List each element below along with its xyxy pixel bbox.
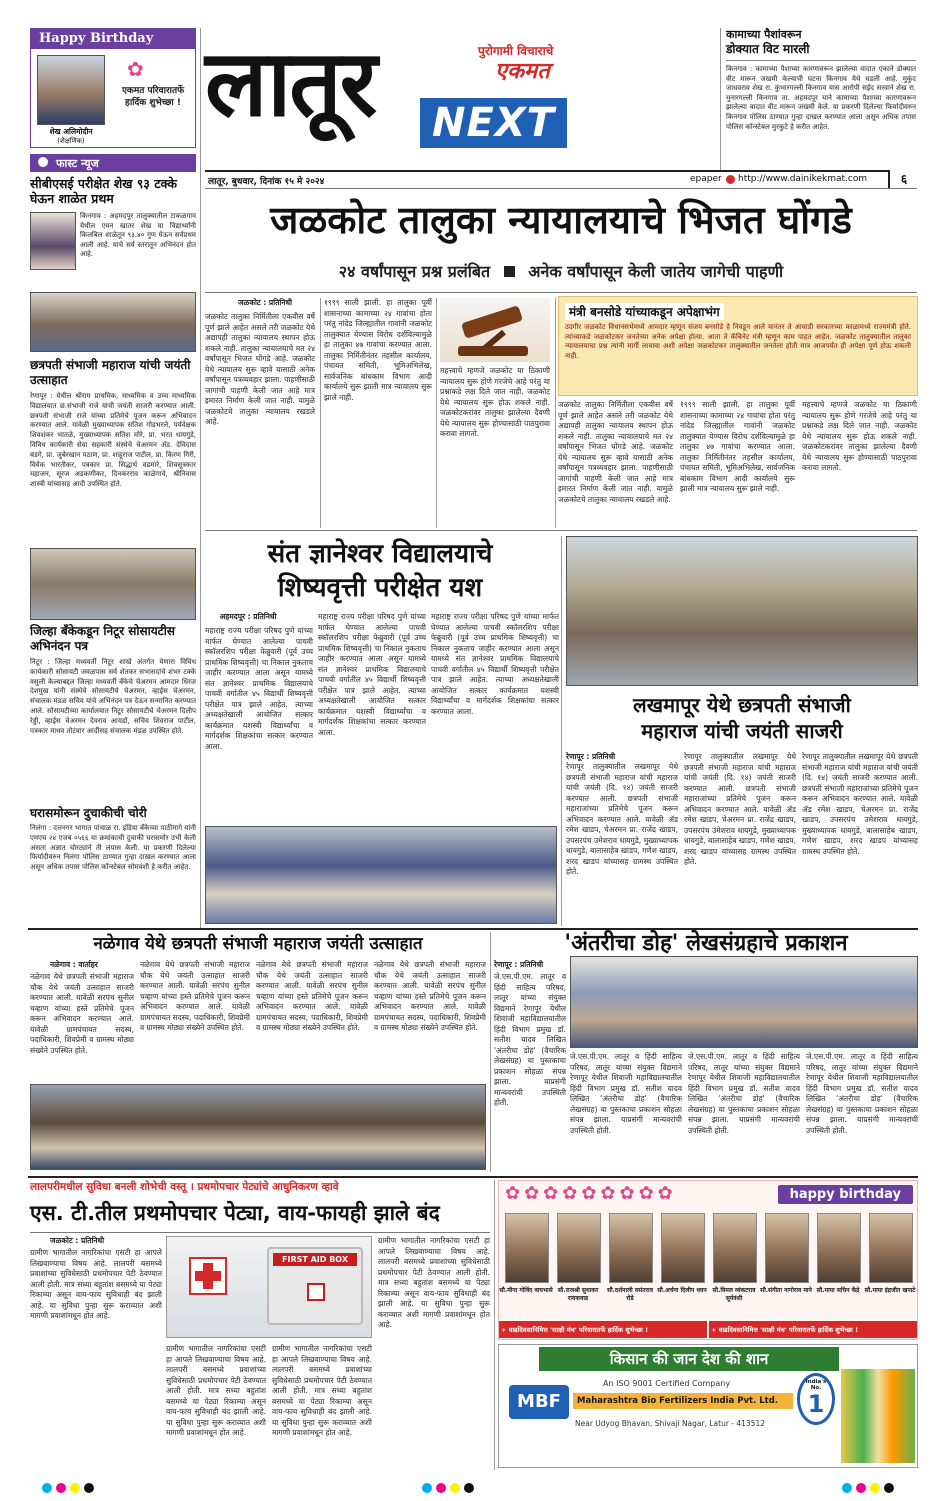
flower-icon: ✿ [127, 57, 144, 81]
birthday-person-name: शेख अलिमोदीन [49, 127, 93, 136]
ad-iso: An ISO 9001 Certified Company [603, 1379, 731, 1388]
masthead-next: NEXT [420, 98, 567, 148]
birthday-photo [505, 1213, 549, 1283]
scholarship-body-2: महाराष्ट्र राज्य परीक्षा परिषद पुणे यांच्या मार्फत घेण्यात आलेल्या पाचवी स्कॉलरशिप परीक्षा फेब्रुवारी (पूर्व उच्च प्राथमिक शिष्यवृत्ती) चा निकाल नुकताच जाहीर करण्यात आला असून यामध्ये संत ज्ञानेश्वर प्राथमिक विद्यालयाचे पाचवी वर्गातील ४५ विद्यार्थी शिष्यवृत्ती परीक्षेत पात्र झाले आहेत. त्याच्या अध्यक्षतेखाली आयोजित सत्कार कार्यक्रमात यशस्वी विद्यार्थ्यांचा व मार्गदर्शक शिक्षकांचा सत्कार करण्यात आला. [318, 612, 426, 737]
top-right-body: किनगाव : कामाच्या पैशाच्या कारणावरून झालेल्या वादात एकाने डोक्यात वीट मारून जखमी केल्याची घटना किनगाव येथे घडली आहे. मुकुंद जाधवराव शेख रा. कुंभारगल्ली किनगाव यास आरोपी सईद सरवाने शेख रा. मुनारगल्ली किनगाव ता. अहमदपूर याने कामाच्या पैशाच्या कारणावरून झालेल्या वादात वीट मारून जखमी केले. या प्रकरणी दिलेल्या फिर्यादीवरुन किनगाव पोलिस ठाण्यात गुन्हा दाखल करण्यात आला असून अधिक तपास पोलिस कॉन्स्टेबल मुरकुटे हे करीत आहेत. [726, 65, 916, 131]
antaricha-body: जे.एस.पी.एम. लातूर व हिंदी साहित्य परिषद, लातूर यांच्या संयुक्त विद्यमाने रेणापूर येथील शिवाजी महाविद्यालयातील हिंदी विभाग प्रमुख डॉ. सतीश यादव लिखित 'अंतरीचा डोह' (वैचारिक लेखसंग्रह) या पुस्तकाचा प्रकाशन सोहळा संपन्न झाला. याप्रसंगी मान्यवरांची उपस्थिती होती. [494, 972, 566, 1107]
lead-col-4: जळकोट तालुका निर्मितीला एकवीस वर्षे पूर्ण झाले आहेत असले तरी जळकोट येथे अद्यापही तालुका न्यायालय स्थापन होऊ शकले नाही. तालुका न्यायालयाचे मत २४ वर्षांपासून भिजत घोंगडे आहे. जळकोट येथे न्यायालय सुरू व्हावे यासाठी अनेक वर्षांपासून पत्रव्यवहार झाला. पाहणीसाठी जागांची पाहणी केली जात आहे मात्र इमारत निर्माण केली जात नाही. यामुळे जळकोटचे तालुका न्यायालय रखडले आहे. [558, 400, 673, 504]
registration-marks-left [40, 1478, 96, 1497]
fast-news-title: छत्रपती संभाजी महाराज यांची जयंती उत्साहात [30, 358, 191, 387]
lakhmapur-body-2: रेणापूर तालुक्यातील लखमापूर येथे छत्रपती संभाजी महाराज यांची महाराज यांची जयंती (दि. १४) जयंती साजरी करण्यात आली. छत्रपती संभाजी महाराजांच्या प्रतिमेचे पूजन करून अभिवादन करण्यात आले. यावेळी ॲड रमेश खाडप, चेअरमन प्रा. राजेंद्र खाडप, उपसरपंच उमेशराव धायगुडे, मुख्याध्यापक धायगुडे, बालासाहेब खाडप, गणेश खाडप, शरद खाडप यांच्यासह ग्रामस्थ उपस्थित होते. [684, 752, 796, 866]
lead-col-5: १९९९ साली झाली. हा तालुका पूर्वी शासनाच्या कामाच्या २४ गावांचा होता परंतु नांदेड जिल्ह्यातील गावांनी जळकोट तालुक्यात येण्यास विरोध दर्शविल्यामुळे हा तालुका ४७ गावांचा करण्यात आला. तालुका निर्मितीनंतर तहसील कार्यालय, पंचायत समिती, भूमिअभिलेख, सार्वजनिक बांधकाम विभाग आदी कार्यालये सुरू झाली मात्र न्यायालय सुरू झाले नाही. [680, 400, 795, 493]
lakhmapur-body: रेणापूर तालुक्यातील लखमापूर येथे छत्रपती संभाजी महाराज यांची महाराज यांची जयंती (दि. १४) जयंती साजरी करण्यात आली. छत्रपती संभाजी महाराजांच्या प्रतिमेचे पूजन करून अभिवादन करण्यात आले. यावेळी ॲड रमेश खाडप, चेअरमन प्रा. राजेंद्र खाडप, उपसरपंच उमेशराव धायगुडे, मुख्याध्यापक धायगुडे, बालासाहेब खाडप, गणेश खाडप, शरद खाडप यांच्यासह ग्रामस्थ उपस्थित होते. [566, 762, 678, 876]
lead-subhead: २४ वर्षांपासून प्रश्न प्रलंबित अनेक वर्षांपासून केली जातेय जागेची पाहणी [338, 262, 784, 281]
ad-products-image [841, 1369, 915, 1463]
fast-news-item [30, 176, 196, 206]
birthday-photo [557, 1213, 601, 1283]
ad-india-no: India's No. [805, 1379, 827, 1391]
fast-news-body: रेणापूर : येथील श्रीराम प्राथमिक, माध्यमिक व उच्च माध्यमिक विद्यालयात छ.संभाजी राजे यांची जयंती साजरी करण्यात आली. छत्रपती संभाजी राजे यांच्या प्रतिमेचे पूजन करून अभिवादन करण्यात आले. यावेळी मुख्याध्यापक सतिश गोडभरले, पर्यवेक्षक शिवशंकर भातळे, मुख्याध्यापक सतिश मोरे, प्रा. भरत धायगुडे, विविध कार्यकारी सेवा सहकारी संस्थेचे चेअरमन ॲड. देविदास बडगे, प्रा. जुबेरखान पठाण, प्रा. शाहूराज पाटील, प्रा. किरण गिरी, विवेक भारतीकर, पत्रकार प्रा. सिद्धार्थ वडमारे, शिवसूत्रकार महाजन, सूरज अडकणीकर, दिनकरराव काळेगावे, श्रीनिवास शास्त्री यांच्यासह आदी उपस्थित होते. [30, 392, 196, 489]
firstaid-byline: जळकोट : प्रतिनिधी [50, 1236, 105, 1245]
top-right-title: कामाच्या पैशांवरून [726, 28, 802, 41]
lead-byline: जळकोट : प्रतिनिधी [237, 298, 293, 307]
top-right-title-2: डोक्यात विट मारली [726, 42, 916, 61]
birthday-wish: एकमत परिवारातर्फे हार्दिक शुभेच्छा ! [121, 86, 185, 108]
nalegaon-photo [30, 1084, 486, 1170]
fast-news-title: घरासमोरून दुचाकीची चोरी [30, 806, 147, 820]
antaricha-body-3: जे.एस.पी.एम. लातूर व हिंदी साहित्य परिषद, लातूर यांच्या संयुक्त विद्यमाने रेणापूर येथील शिवाजी महाविद्यालयातील हिंदी विभाग प्रमुख डॉ. सतीश यादव लिखित 'अंतरीचा डोह' (वैचारिक लेखसंग्रह) या पुस्तकाचा प्रकाशन सोहळा संपन्न झाला. याप्रसंगी मान्यवरांची उपस्थिती होती. [688, 1052, 800, 1135]
firstaid-body-2: ग्रामीण भागातील नागरिकांचा एसटी हा आपले लिखवाण्याचा विषय आहे. लालपरी बसमध्ये प्रवाशांच्या सुविधेसाठी प्रथमोपचार पेटी ठेवण्यात आली होती. मात्र सध्या बहुतांश बसमध्ये या पेट्या रिकाम्या असून वाय-फाय सुविधाही बंद झाली आहे. या सुविधा पुन्हा सुरू कराव्यात अशी मागणी प्रवाशांमधून होत आहे. [166, 1344, 266, 1437]
birthday-person-photo [37, 55, 105, 125]
site-url[interactable]: http://www.dainikekmat.com [738, 174, 868, 184]
scholarship-byline: अहमदपूर : प्रतिनिधी [219, 612, 277, 621]
bullet-icon [38, 157, 48, 167]
birthday-name: सौ.दर्शनाली वसंतराव रोडे [607, 1287, 653, 1302]
birthday-photo [609, 1213, 653, 1283]
minister-body: उदगीर जळकोट विधानसभेमध्ये आमदार म्हणून संजय बनसोडे हे निवडून आले यानंतर ते आघाडी सरकारच्या काळामध्ये राज्यमंत्री होते. त्यांच्याकडे जळकोटकर जनतेच्या अनेक अपेक्षा होत्या. आता ते कॅबिनेट मंत्री म्हणून काम पाहत आहेत. जळकोट तालुक्यातील तालुका न्यायालयाचा प्रश्न त्यांनी मार्गी लावावा अशी अपेक्षा जळकोटकर तालुक्यातील जनतेला होती मात्र आजपर्यंत ही अपेक्षा पूर्ण होऊ शकली नाही. [565, 323, 911, 360]
antaricha-photo [570, 956, 918, 1048]
fast-news-title: जिल्हा बँकेकडून निटूर सोसायटीस अभिनंदन पत्र [30, 624, 175, 653]
birthday-footer-right: + वाढदिवसानिमित्त 'साक्षी मंच' परिवारातर्फे हार्दिक शुभेच्छा ! [709, 1321, 917, 1338]
firstaid-kicker: लालपरीमधील सुविधा बनली शोभेची वस्तू । प्रथमोपचार पेट्यांचे आधुनिकरण व्हावे [30, 1181, 339, 1193]
birthday-photo [661, 1213, 705, 1283]
nalegaon-body: नळेगाव येथे छत्रपती संभाजी महाराज चौक येथे जयंती उत्साहात साजरी करण्यात आली. यावेळी सरपंच सुनील चव्हाण यांच्या हस्ते प्रतिमेचे पूजन करून अभिवादन करण्यात आले. यावेळी ग्रामपंचायत सदस्य, पदाधिकारी, शिवप्रेमी व ग्रामस्थ मोठ्या संख्येने उपस्थित होते. [30, 972, 134, 1055]
masthead-brand: एकमत [495, 58, 550, 84]
scholarship-body-3: महाराष्ट्र राज्य परीक्षा परिषद पुणे यांच्या मार्फत घेण्यात आलेल्या पाचवी स्कॉलरशिप परीक्षा फेब्रुवारी (पूर्व उच्च प्राथमिक शिष्यवृत्ती) चा निकाल नुकताच जाहीर करण्यात आला असून यामध्ये संत ज्ञानेश्वर प्राथमिक विद्यालयाचे पाचवी वर्गातील ४५ विद्यार्थी शिष्यवृत्ती परीक्षेत पात्र झाले आहेत. त्याच्या अध्यक्षतेखाली आयोजित सत्कार कार्यक्रमात यशस्वी विद्यार्थ्यांचा व मार्गदर्शक शिक्षकांचा सत्कार करण्यात आला. [431, 612, 559, 716]
bank-event-photo [30, 548, 196, 620]
ad-address: Near Udyog Bhavan, Shivaji Nagar, Latur - 413512 [575, 1419, 766, 1428]
fast-news-header: फास्ट न्यूज [30, 154, 196, 172]
minister-title: मंत्री बनसोडे यांच्याकडून अपेक्षाभंग [565, 303, 724, 320]
birthday-name: सौ.मीना गोविंद वायभासे [499, 1287, 553, 1294]
lakhmapur-byline: रेणापूर : प्रतिनिधी [566, 752, 616, 761]
antaricha-body-2: जे.एस.पी.एम. लातूर व हिंदी साहित्य परिषद, लातूर यांच्या संयुक्त विद्यमाने रेणापूर येथील शिवाजी महाविद्यालयातील हिंदी विभाग प्रमुख डॉ. सतीश यादव लिखित 'अंतरीचा डोह' (वैचारिक लेखसंग्रह) या पुस्तकाचा प्रकाशन सोहळा संपन्न झाला. याप्रसंगी मान्यवरांची उपस्थिती होती. [570, 1052, 682, 1135]
globe-icon [726, 175, 735, 184]
flowers-row-icon: ✿✿✿✿✿✿✿✿✿ [505, 1183, 677, 1204]
birthday-photo [869, 1213, 913, 1283]
fast-news-body: किनगाव : अहमदपूर तालुक्यातील टाकळगाव येथील एमन खातर शेख या विद्यार्थ्यांनी किलबिल शाळेतून ९३.४० गुण घेऊन सर्वप्रथम आली आहे. याचे सर्व स्तरातून अभिनंदन होत आहे. [80, 212, 196, 258]
nalegaon-byline: नळेगाव : वार्ताहर [50, 960, 98, 969]
scholarship-photo [205, 826, 557, 924]
lead-col-2: १९९९ साली झाली. हा तालुका पूर्वी शासनाच्या कामाच्या २४ गावांचा होता परंतु नांदेड जिल्ह्यातील गावांनी जळकोट तालुक्यात येण्यास विरोध दर्शविल्यामुळे हा तालुका ४७ गावांचा करण्यात आला. तालुका निर्मितीनंतर तहसील कार्यालय, पंचायत समिती, भूमिअभिलेख, सार्वजनिक बांधकाम विभाग आदी कार्यालये सुरू झाली मात्र न्यायालय सुरू झाले नाही. [324, 298, 432, 402]
antaricha-body-4: जे.एस.पी.एम. लातूर व हिंदी साहित्य परिषद, लातूर यांच्या संयुक्त विद्यमाने रेणापूर येथील शिवाजी महाविद्यालयातील हिंदी विभाग प्रमुख डॉ. सतीश यादव लिखित 'अंतरीचा डोह' (वैचारिक लेखसंग्रह) या पुस्तकाचा प्रकाशन सोहळा संपन्न झाला. याप्रसंगी मान्यवरांची उपस्थिती होती. [806, 1052, 918, 1135]
birthday-photo [765, 1213, 809, 1283]
birthday-name: सौ.विमल व्यंकटराव सूर्यवंशी [712, 1287, 756, 1302]
masthead-title: लातूर [205, 29, 376, 137]
birthday-box-header: Happy Birthday [31, 29, 195, 49]
scholarship-body: महाराष्ट्र राज्य परीक्षा परिषद पुणे यांच्या मार्फत घेण्यात आलेल्या पाचवी स्कॉलरशिप परीक्षा फेब्रुवारी (पूर्व उच्च प्राथमिक शिष्यवृत्ती) चा निकाल नुकताच जाहीर करण्यात आला असून यामध्ये संत ज्ञानेश्वर प्राथमिक विद्यालयाचे पाचवी वर्गातील ४५ विद्यार्थी शिष्यवृत्ती परीक्षेत पात्र झाले आहेत. त्याच्या अध्यक्षतेखाली आयोजित सत्कार कार्यक्रमात यशस्वी विद्यार्थ्यांचा व मार्गदर्शक शिक्षकांचा सत्कार करण्यात आला. [205, 626, 313, 751]
fast-news-body: निटूर : जिल्हा मध्यवर्ती निटूर शाखे अंतर्गत येणारा विविध कार्यकारी सोसायटी जवळपास सर्व शेतकर सभासदांचे शंभर टक्के वसुली केल्याबद्दल जिल्हा मध्यवर्ती बँकेचे चेअरमन आमदार धिरज देशमुख यांनी संस्थेचे सोसायटीचे चेअरमन, व्हाईस चेअरमन, संचालक मंडळ सचिव यांचे अभिनंदन पत्र देऊन सन्मानित करण्यात आले. सोसायटीच्या कार्यालयात निटूर सोसायटीचे चेअरमन दिलीप रेड्डी, व्हाईस चेअरमन देवराव आयडॉ, सचिव शिवराज पाटील, पत्रकार माधव तोटंवार आदींसह संचालक मंडळ उपस्थित होते. [30, 658, 196, 735]
square-bullet-icon [504, 266, 515, 277]
birthday-box [30, 28, 196, 148]
page-number: ६ [888, 170, 918, 188]
ad-no1-badge [797, 1373, 835, 1425]
birthday-strip-header: happy birthday [778, 1185, 913, 1204]
firstaid-headline: एस. टी.तील प्रथमोपचार पेट्या, वाय-फायही झाले बंद [30, 1201, 440, 1225]
scholarship-headline-2: शिष्यवृत्ती परीक्षेत यश [277, 573, 483, 603]
birthday-person-note: (शैक्षणिक) [57, 137, 85, 145]
nalegaon-headline: नळेगाव येथे छत्रपती संभाजी महाराज जयंती उत्साहात [93, 934, 423, 954]
birthday-photo [713, 1213, 757, 1283]
ad-logo: MBF [509, 1385, 569, 1419]
fast-news-body: निलंगा : दत्तनगर भागात पांचाळ रा. इंडिया बँकेच्या पाठीमागे यांनी एमएच २४ एजब ०५६६ या क्रमांकाची दुचाकी घरासमोर उभी केली असता अज्ञात चोरट्याने ती लंपास केली. या प्रकरणी दिलेल्या फिर्यादीवरुन निलंगा पोलिस ठाण्यात गुन्हा दाखल करण्यात आला असून अधिक तपास पोलिस कॉन्स्टेबल सोमवंशी हे करीत आहेत. [30, 824, 196, 872]
firstaid-body-4: ग्रामीण भागातील नागरिकांचा एसटी हा आपले लिखवाण्याचा विषय आहे. लालपरी बसमध्ये प्रवाशांच्या सुविधेसाठी प्रथमोपचार पेटी ठेवण्यात आली होती. मात्र सध्या बहुतांश बसमध्ये या पेट्या रिकाम्या असून वाय-फाय सुविधाही बंद झाली आहे. या सुविधा पुन्हा सुरू कराव्यात अशी मागणी प्रवाशांमधून होत आहे. [378, 1236, 490, 1329]
gavel-image [440, 298, 550, 362]
antaricha-headline: 'अंतरीचा डोह' लेखसंग्रहाचे प्रकाशन [564, 931, 848, 956]
nalegaon-body-3: नळेगाव येथे छत्रपती संभाजी महाराज चौक येथे जयंती उत्साहात साजरी करण्यात आली. यावेळी सरपंच सुनील चव्हाण यांच्या हस्ते प्रतिमेचे पूजन करून अभिवादन करण्यात आले. यावेळी ग्रामपंचायत सदस्य, पदाधिकारी, शिवप्रेमी व ग्रामस्थ मोठ्या संख्येने उपस्थित होते. [256, 960, 368, 1032]
lakhmapur-headline-1: लखमापूर येथे छत्रपती संभाजी [633, 693, 851, 717]
date-line: लातूर, बुधवार, दिनांक १५ मे २०२४ [208, 177, 325, 187]
lakhmapur-photo [566, 536, 918, 686]
lead-col-1: जळकोट तालुका निर्मितीला एकवीस वर्षे पूर्ण झाले आहेत असले तरी जळकोट येथे अद्यापही तालुका न्यायालय स्थापन होऊ शकले नाही. तालुका न्यायालयाचे मत २४ वर्षांपासून भिजत घोंगडे आहे. जळकोट येथे न्यायालय सुरू व्हावे यासाठी अनेक वर्षांपासून पत्रव्यवहार झाला. पाहणीसाठी जागांची पाहणी केली जात आहे मात्र इमारत निर्माण केली जात नाही. यामुळे जळकोटचे तालुका न्यायालय रखडले आहे. [205, 312, 315, 426]
firstaid-body-3: ग्रामीण भागातील नागरिकांचा एसटी हा आपले लिखवाण्याचा विषय आहे. लालपरी बसमध्ये प्रवाशांच्या सुविधेसाठी प्रथमोपचार पेटी ठेवण्यात आली होती. मात्र सध्या बहुतांश बसमध्ये या पेट्या रिकाम्या असून वाय-फाय सुविधाही बंद झाली आहे. या सुविधा पुन्हा सुरू कराव्यात अशी मागणी प्रवाशांमधून होत आहे. [272, 1344, 372, 1437]
ad-box [498, 1344, 918, 1468]
birthday-name: सौ.माया सचिन केंद्रे [816, 1287, 860, 1294]
lakhmapur-headline-2: महाराज यांची जयंती साजरी [641, 719, 843, 743]
lead-col-6: महत्त्वाचे म्हणजे जळकोट या ठिकाणी न्यायालय सुरू होणे गरजेचे आहे परंतु या प्रश्नाकडे लक्ष दिले जात नाही. जळकोट येथे न्यायालय सुरू होऊ शकले नाही. जळकोटकरांवर तालुका झालेल्या दैवणी येथे न्यायालय सुरू होण्यासाठी पाठपुरावा करावा लागतो. [802, 400, 917, 472]
scholarship-headline-1: संत ज्ञानेश्वर विद्यालयाचे [267, 539, 493, 569]
masthead-tagline: पुरोगामी विचाराचे [478, 44, 554, 58]
nalegaon-body-2: नळेगाव येथे छत्रपती संभाजी महाराज चौक येथे जयंती उत्साहात साजरी करण्यात आली. यावेळी सरपंच सुनील चव्हाण यांच्या हस्ते प्रतिमेचे पूजन करून अभिवादन करण्यात आले. यावेळी ग्रामपंचायत सदस्य, पदाधिकारी, शिवप्रेमी व ग्रामस्थ मोठ्या संख्येने उपस्थित होते. [140, 960, 250, 1032]
minister-box [558, 296, 918, 396]
event-photo [30, 292, 196, 352]
antaricha-byline: रेणापूर : प्रतिनिधी [494, 960, 544, 969]
lead-col-3: महत्त्वाचे म्हणजे जळकोट या ठिकाणी न्यायालय सुरू होणे गरजेचे आहे परंतु या प्रश्नाकडे लक्ष दिले जात नाही. जळकोट येथे न्यायालय सुरू होऊ शकले नाही. जळकोटकरांवर तालुका झालेल्या दैवणी येथे न्यायालय सुरू होण्यासाठी पाठपुरावा करावा लागतो. [440, 366, 550, 438]
ad-slogan: किसान की जान देश की शान [539, 1347, 839, 1371]
firstaid-box-label: FIRST AID BOX [273, 1253, 357, 1266]
student-photo [30, 212, 76, 270]
nalegaon-body-4: नळेगाव येथे छत्रपती संभाजी महाराज चौक येथे जयंती उत्साहात साजरी करण्यात आली. यावेळी सरपंच सुनील चव्हाण यांच्या हस्ते प्रतिमेचे पूजन करून अभिवादन करण्यात आले. यावेळी ग्रामपंचायत सदस्य, पदाधिकारी, शिवप्रेमी व ग्रामस्थ मोठ्या संख्येने उपस्थित होते. [374, 960, 486, 1032]
registration-marks-center [420, 1478, 476, 1497]
lakhmapur-body-3: रेणापूर तालुक्यातील लखमापूर येथे छत्रपती संभाजी महाराज यांची महाराज यांची जयंती (दि. १४) जयंती साजरी करण्यात आली. छत्रपती संभाजी महाराजांच्या प्रतिमेचे पूजन करून अभिवादन करण्यात आले. यावेळी ॲड रमेश खाडप, चेअरमन प्रा. राजेंद्र खाडप, उपसरपंच उमेशराव धायगुडे, मुख्याध्यापक धायगुडे, बालासाहेब खाडप, गणेश खाडप, शरद खाडप यांच्यासह ग्रामस्थ उपस्थित होते. [802, 752, 918, 856]
lead-headline: जळकोट तालुका न्यायालयाचे भिजत घोंगडे [270, 198, 852, 242]
top-right-box [726, 28, 916, 168]
registration-marks-right [840, 1478, 896, 1497]
birthday-photo [817, 1213, 861, 1283]
birthday-name: सौ.संगीता नागोराव माने [760, 1287, 812, 1294]
fast-news-title: सीबीएसई परीक्षेत शेख ९३ टक्के घेऊन शाळेत प्रथम [30, 176, 177, 206]
birthday-name: सौ.राजश्री सुधाकर रायकवाड [557, 1287, 599, 1302]
firstaid-body: ग्रामीण भागातील नागरिकांचा एसटी हा आपले लिखवाण्याचा विषय आहे. लालपरी बसमध्ये प्रवाशांच्या सुविधेसाठी प्रथमोपचार पेटी ठेवण्यात आली होती. मात्र सध्या बहुतांश बसमध्ये या पेट्या रिकाम्या असून वाय-फाय सुविधाही बंद झाली आहे. या सुविधा पुन्हा सुरू कराव्यात अशी मागणी प्रवाशांमधून होत आहे. [30, 1248, 162, 1320]
birthday-footer-left: + वाढदिवसानिमित्त 'साक्षी मंच' परिवारातर्फे हार्दिक शुभेच्छा ! [499, 1321, 707, 1338]
epaper-label: epaper [690, 174, 722, 184]
birthday-strip [498, 1180, 918, 1340]
ad-number: 1 [807, 1390, 825, 1418]
birthday-name: सौ.माया इंद्रजीत खपाटे [864, 1287, 916, 1294]
ad-company: Maharashtra Bio Fertilizers India Pvt. Ltd. [573, 1393, 793, 1409]
birthday-name: सौ.अर्चना दिलीप धवन [657, 1287, 707, 1294]
firstaid-image [166, 1236, 372, 1338]
